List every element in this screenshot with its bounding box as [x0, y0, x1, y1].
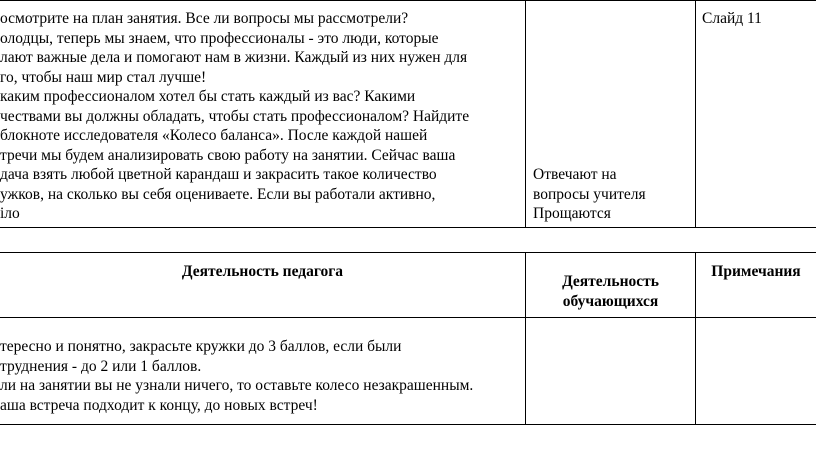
text-line: дача взять любой цветной карандаш и закрасить такое количество: [0, 166, 437, 183]
text-line: вопросы учителя: [533, 185, 646, 203]
text-line: ли на занятии вы не узнали ничего, то оставьте колесо незакрашенным.: [0, 377, 474, 394]
text-line: каким профессионалом хотел бы стать каждый из вас? Какими: [0, 88, 416, 105]
header-teacher-activity: Деятельность педагога: [181, 263, 344, 280]
table2-top-border: [0, 252, 816, 253]
text-line: аша встреча подходит к концу, до новых встреч!: [0, 396, 318, 414]
text-line: Отвечают на: [533, 166, 617, 183]
table1-top-border: [0, 0, 816, 1]
text-line: тересно и понятно, закрасьте кружки до 3 баллов, если были: [0, 338, 402, 355]
table1-student-text: [533, 165, 691, 224]
text-line: чествами вы должны обладать, чтобы стать профессионалом? Найдите: [0, 107, 470, 125]
text-line: тречи мы будем анализировать свою работу на занятии. Сейчас ваша: [0, 146, 456, 164]
table2-bottom-border: [0, 424, 816, 425]
table1-note: Слайд 11: [702, 10, 762, 27]
header-line: Деятельность: [562, 273, 659, 290]
text-line: Прощаются: [533, 205, 611, 222]
table2-header-border: [0, 317, 816, 318]
table2-teacher-text: [0, 337, 522, 415]
header-line: обучающихся: [562, 292, 659, 310]
text-line: блокноте исследователя «Колесо баланса». После каждой нашей: [0, 127, 428, 144]
header-notes: Примечания: [711, 263, 801, 280]
table1-teacher-text: [0, 9, 522, 224]
text-line: осмотрите на план занятия. Все ли вопросы мы рассмотрели?: [0, 10, 409, 27]
table1-divider-1: [525, 0, 526, 228]
text-line: го, чтобы наш мир стал лучше!: [0, 68, 207, 86]
text-line: ужков, на сколько вы себя оцениваете. Если вы работали активно,: [0, 185, 436, 203]
text-line: іло: [0, 205, 20, 222]
table1-bottom-border: [0, 227, 816, 228]
text-line: лают важные дела и помогают нам в жизни. Каждый из них нужен для: [0, 49, 468, 66]
text-line: олодцы, теперь мы знаем, что профессионалы - это люди, которые: [0, 29, 439, 47]
text-line: труднения - до 2 или 1 баллов.: [0, 357, 202, 375]
header-student-activity: [526, 272, 695, 311]
table1-divider-2: [695, 0, 696, 228]
